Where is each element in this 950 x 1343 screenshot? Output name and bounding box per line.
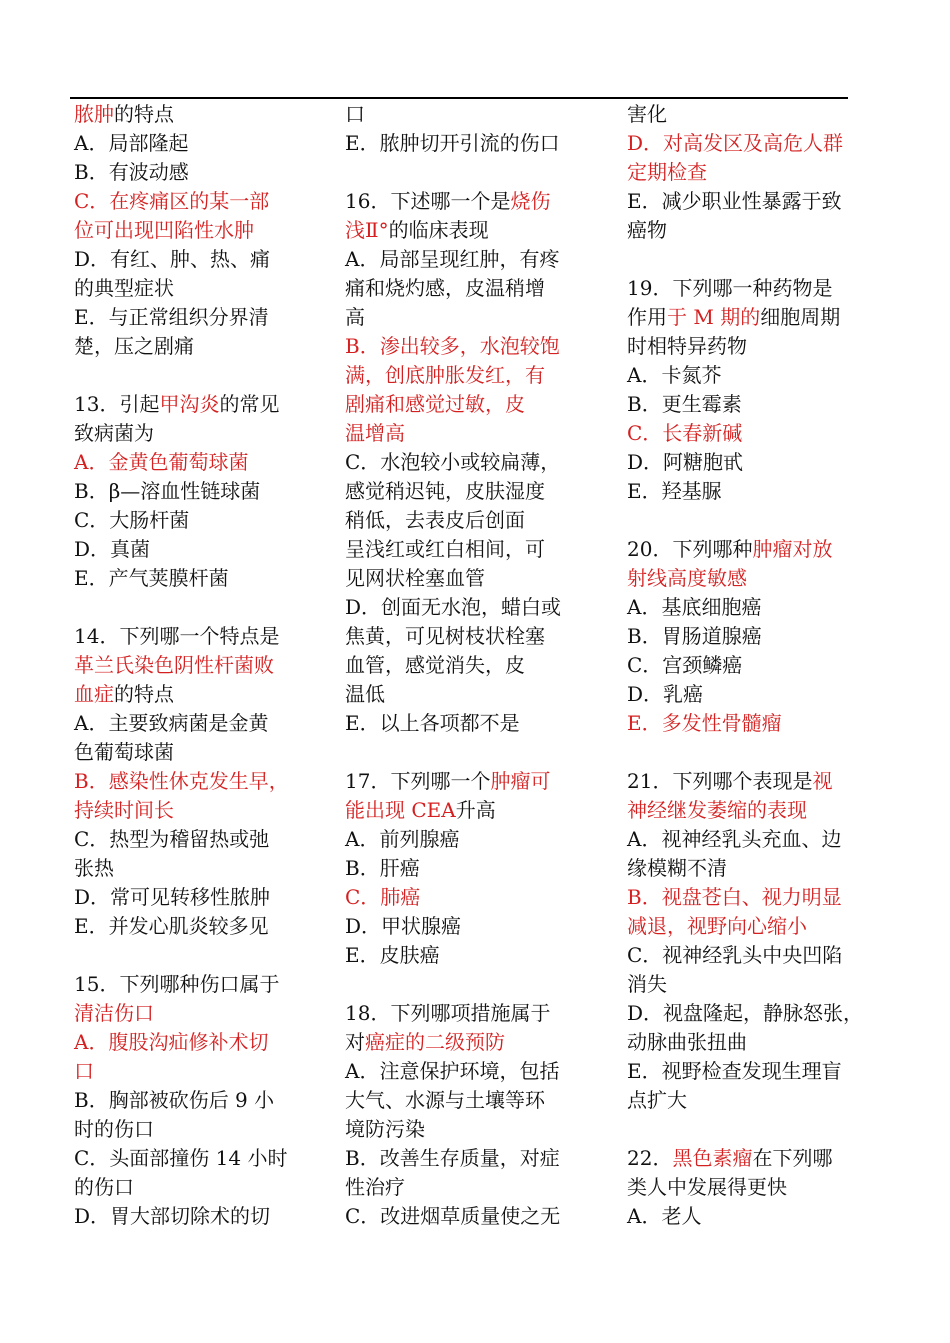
text-segment: E．视野检查发现生理盲 (627, 1059, 842, 1083)
text-segment: 的特点 (114, 682, 174, 706)
answer-highlight: 肿瘤对放 (752, 537, 833, 561)
text-segment: 楚，压之剧痛 (74, 334, 194, 358)
text-segment: D．胃大部切除术的切 (74, 1204, 271, 1228)
text-line (345, 448, 590, 477)
text-line (627, 796, 872, 825)
text-line (627, 390, 872, 419)
answer-highlight: 温增高 (345, 421, 405, 445)
text-line (627, 622, 872, 651)
answer-highlight: B．感染性休克发生早， (74, 769, 289, 793)
text-segment: 缘模糊不清 (627, 856, 727, 880)
answer-highlight: 射线高度敏感 (627, 566, 747, 590)
text-segment: C．头面部撞伤 14 小时 (74, 1146, 288, 1170)
text-segment: 血管，感觉消失，皮 (345, 653, 525, 677)
answer-highlight: B．视盘苍白、视力明显 (627, 885, 842, 909)
text-line (627, 1202, 872, 1231)
text-line (74, 883, 304, 912)
text-segment: A．前列腺癌 (345, 827, 460, 851)
text-line (345, 1115, 590, 1144)
text-segment: 在下列哪 (752, 1146, 833, 1170)
text-segment: 类人中发展得更快 (627, 1175, 787, 1199)
text-segment: 点扩大 (627, 1088, 687, 1112)
text-line (627, 1144, 872, 1173)
blank-line (627, 1115, 872, 1144)
text-line (74, 622, 304, 651)
text-segment: B．更生霉素 (627, 392, 742, 416)
text-line (627, 999, 872, 1028)
text-line (627, 477, 872, 506)
text-line (345, 1173, 590, 1202)
text-line (627, 970, 872, 999)
text-segment: 动脉曲张扭曲 (627, 1030, 747, 1054)
text-line (74, 854, 304, 883)
text-line (74, 303, 304, 332)
answer-highlight: 革兰氏染色阴性杆菌败 (74, 653, 274, 677)
answer-highlight: 浅Ⅱ° (345, 218, 389, 242)
text-line (627, 1086, 872, 1115)
text-line (345, 1202, 590, 1231)
text-segment: C．视神经乳头中央凹陷 (627, 943, 843, 967)
text-segment: 细胞周期 (760, 305, 841, 329)
text-line (345, 680, 590, 709)
text-segment: 焦黄，可见树枝状栓塞 (345, 624, 545, 648)
text-segment: A．注意保护环境，包括 (345, 1059, 560, 1083)
text-line (627, 709, 872, 738)
answer-highlight: 减退，视野向心缩小 (627, 914, 807, 938)
text-line (345, 187, 590, 216)
text-segment: 19．下列哪一种药物是 (627, 276, 833, 300)
text-line (345, 796, 590, 825)
text-line (345, 912, 590, 941)
blank-line (345, 970, 590, 999)
text-line (74, 912, 304, 941)
text-segment: 大气、水源与土壤等环 (345, 1088, 545, 1112)
text-line (345, 1144, 590, 1173)
text-segment: 呈浅红或红白相间，可 (345, 537, 545, 561)
text-line (627, 129, 872, 158)
answer-highlight: 烧伤 (510, 189, 551, 213)
text-line (627, 419, 872, 448)
text-segment: 的典型症状 (74, 276, 174, 300)
text-segment: B．β—溶血性链球菌 (74, 479, 261, 503)
text-line (345, 535, 590, 564)
answer-highlight: 视 (812, 769, 833, 793)
text-segment: B．有波动感 (74, 160, 189, 184)
text-segment: E．与正常组织分界清 (74, 305, 269, 329)
blank-line (74, 941, 304, 970)
text-segment: E．减少职业性暴露于致 (627, 189, 842, 213)
text-segment: E．以上各项都不是 (345, 711, 520, 735)
text-segment: 15．下列哪种伤口属于 (74, 972, 280, 996)
answer-highlight: 能出现 CEA (345, 798, 456, 822)
text-line (74, 390, 304, 419)
text-line (627, 941, 872, 970)
text-segment: 消失 (627, 972, 667, 996)
text-line (345, 100, 590, 129)
blank-line (74, 593, 304, 622)
text-segment: 致病菌为 (74, 421, 154, 445)
text-line (627, 274, 872, 303)
text-line (74, 477, 304, 506)
text-line (74, 245, 304, 274)
blank-line (627, 738, 872, 767)
text-line (627, 883, 872, 912)
text-line (345, 419, 590, 448)
answer-highlight: C．在疼痛区的某一部 (74, 189, 270, 213)
text-segment: E．产气荚膜杆菌 (74, 566, 229, 590)
text-segment: 21．下列哪个表现是 (627, 769, 813, 793)
text-segment: 22． (627, 1146, 673, 1170)
text-segment: 13．引起 (74, 392, 160, 416)
text-line (74, 564, 304, 593)
text-segment: A．老人 (627, 1204, 702, 1228)
answer-highlight: 口 (74, 1059, 94, 1083)
text-line (345, 1086, 590, 1115)
text-segment: 感觉稍迟钝，皮肤湿度 (345, 479, 545, 503)
column-3 (627, 100, 872, 1231)
text-segment: A．视神经乳头充血、边 (627, 827, 842, 851)
text-line (74, 216, 304, 245)
text-segment: 的特点 (114, 102, 174, 126)
text-line (74, 796, 304, 825)
text-line (627, 158, 872, 187)
text-segment: 害化 (627, 102, 667, 126)
answer-highlight: 持续时间长 (74, 798, 174, 822)
text-segment: C．宫颈鳞癌 (627, 653, 743, 677)
text-line (74, 709, 304, 738)
text-segment: 稍低，去表皮后创面 (345, 508, 525, 532)
text-line (74, 129, 304, 158)
text-line (345, 593, 590, 622)
text-segment: 张热 (74, 856, 114, 880)
text-segment: 见网状栓塞血管 (345, 566, 485, 590)
answer-highlight: 位可出现凹陷性水肿 (74, 218, 254, 242)
text-segment: 高 (345, 305, 365, 329)
text-segment: A．卡氮芥 (627, 363, 722, 387)
text-segment: A．主要致病菌是金黄 (74, 711, 269, 735)
text-line (345, 854, 590, 883)
text-segment: C．水泡较小或较扁薄， (345, 450, 561, 474)
text-line (74, 1086, 304, 1115)
text-segment: 18．下列哪项措施属于 (345, 1001, 551, 1025)
text-line (74, 100, 304, 129)
answer-highlight: B．渗出较多，水泡较饱 (345, 334, 560, 358)
answer-highlight: 肿瘤可 (490, 769, 551, 793)
text-line (345, 825, 590, 854)
text-line (627, 535, 872, 564)
answer-highlight: 血症 (74, 682, 114, 706)
text-segment: 时的伤口 (74, 1117, 154, 1141)
text-segment: 境防污染 (345, 1117, 425, 1141)
text-line (627, 593, 872, 622)
text-line (345, 274, 590, 303)
text-line (74, 680, 304, 709)
text-segment: D．有红、肿、热、痛 (74, 247, 271, 271)
answer-highlight: 黑色素瘤 (672, 1146, 753, 1170)
text-line (74, 1173, 304, 1202)
answer-highlight: 满，创底肿胀发红，有 (345, 363, 545, 387)
text-segment: 色葡萄球菌 (74, 740, 174, 764)
text-line (627, 767, 872, 796)
text-line (627, 825, 872, 854)
text-line (345, 941, 590, 970)
text-segment: D．常可见转移性脓肿 (74, 885, 271, 909)
text-segment: 痛和烧灼感，皮温稍增 (345, 276, 545, 300)
text-segment: 17．下列哪一个 (345, 769, 491, 793)
text-segment: 20．下列哪种 (627, 537, 753, 561)
text-line (345, 332, 590, 361)
text-line (627, 1057, 872, 1086)
text-line (345, 477, 590, 506)
text-line (345, 390, 590, 419)
answer-highlight: 于 M 期的 (667, 305, 761, 329)
text-segment: 对 (345, 1030, 365, 1054)
text-line (74, 1144, 304, 1173)
text-segment: 性治疗 (345, 1175, 405, 1199)
text-segment: B．胸部被砍伤后 9 小 (74, 1088, 275, 1112)
text-line (74, 970, 304, 999)
header-rule (70, 97, 848, 99)
text-line (627, 564, 872, 593)
text-line (627, 651, 872, 680)
text-segment: 的常见 (219, 392, 280, 416)
text-segment: E．脓肿切开引流的伤口 (345, 131, 560, 155)
text-line (74, 419, 304, 448)
answer-highlight: D．对高发区及高危人群 (627, 131, 844, 155)
text-line (74, 535, 304, 564)
text-segment: C．大肠杆菌 (74, 508, 190, 532)
text-segment: 温低 (345, 682, 385, 706)
text-line (74, 651, 304, 680)
text-line (627, 187, 872, 216)
text-segment: A．局部呈现红肿，有疼 (345, 247, 560, 271)
text-segment: A．局部隆起 (74, 131, 189, 155)
answer-highlight: 神经继发萎缩的表现 (627, 798, 807, 822)
text-line (345, 1028, 590, 1057)
answer-highlight: A．腹股沟疝修补术切 (74, 1030, 269, 1054)
blank-line (627, 245, 872, 274)
text-line (627, 361, 872, 390)
text-line (74, 1057, 304, 1086)
text-line (345, 506, 590, 535)
text-segment: D．阿糖胞甙 (627, 450, 744, 474)
text-line (74, 1202, 304, 1231)
answer-highlight: 定期检查 (627, 160, 707, 184)
text-segment: 的伤口 (74, 1175, 134, 1199)
text-segment: D．乳癌 (627, 682, 704, 706)
text-segment: A．基底细胞癌 (627, 595, 762, 619)
text-line (345, 709, 590, 738)
blank-line (345, 738, 590, 767)
text-line (74, 1115, 304, 1144)
text-segment: 16．下述哪一个是 (345, 189, 511, 213)
text-line (345, 767, 590, 796)
blank-line (627, 506, 872, 535)
answer-highlight: C．肺癌 (345, 885, 421, 909)
column-1 (74, 100, 304, 1231)
text-line (627, 100, 872, 129)
text-line (345, 999, 590, 1028)
text-segment: 的临床表现 (388, 218, 489, 242)
blank-line (74, 361, 304, 390)
text-segment: E．皮肤癌 (345, 943, 440, 967)
text-segment: C．热型为稽留热或弛 (74, 827, 270, 851)
text-line (345, 883, 590, 912)
text-line (74, 999, 304, 1028)
text-line (345, 361, 590, 390)
text-segment: 14．下列哪一个特点是 (74, 624, 280, 648)
text-segment: 癌物 (627, 218, 667, 242)
text-line (627, 216, 872, 245)
text-line (627, 303, 872, 332)
text-segment: B．胃肠道腺癌 (627, 624, 762, 648)
text-segment: D．甲状腺癌 (345, 914, 462, 938)
text-line (74, 274, 304, 303)
blank-line (345, 158, 590, 187)
answer-highlight: 癌症的二级预防 (365, 1030, 505, 1054)
text-line (345, 622, 590, 651)
text-segment: C．改进烟草质量使之无 (345, 1204, 561, 1228)
text-line (345, 651, 590, 680)
text-line (627, 912, 872, 941)
text-line (74, 825, 304, 854)
text-line (74, 448, 304, 477)
answer-highlight: 清洁伤口 (74, 1001, 154, 1025)
text-segment: E．并发心肌炎较多见 (74, 914, 269, 938)
text-segment: D．视盘隆起，静脉怒张， (627, 1001, 864, 1025)
text-line (74, 506, 304, 535)
text-segment: B．改善生存质量，对症 (345, 1146, 560, 1170)
answer-highlight: C．长春新碱 (627, 421, 743, 445)
text-line (627, 854, 872, 883)
text-line (74, 767, 304, 796)
text-segment: 升高 (455, 798, 496, 822)
answer-highlight: 剧痛和感觉过敏，皮 (345, 392, 525, 416)
text-line (74, 332, 304, 361)
text-segment: B．肝癌 (345, 856, 420, 880)
text-segment: 时相特异药物 (627, 334, 747, 358)
text-line (345, 564, 590, 593)
text-line (345, 1057, 590, 1086)
answer-highlight: E．多发性骨髓瘤 (627, 711, 782, 735)
text-line (627, 1028, 872, 1057)
text-line (345, 245, 590, 274)
text-line (345, 129, 590, 158)
text-line (627, 332, 872, 361)
answer-highlight: A．金黄色葡萄球菌 (74, 450, 249, 474)
column-2 (345, 100, 590, 1231)
text-segment: 作用 (627, 305, 667, 329)
text-line (627, 448, 872, 477)
text-segment: 口 (345, 102, 365, 126)
text-line (345, 303, 590, 332)
answer-highlight: 甲沟炎 (159, 392, 220, 416)
text-segment: D．真菌 (74, 537, 151, 561)
text-segment: E．羟基脲 (627, 479, 722, 503)
text-line (74, 187, 304, 216)
text-line (74, 738, 304, 767)
answer-highlight: 脓肿 (74, 102, 114, 126)
text-line (74, 158, 304, 187)
text-line (74, 1028, 304, 1057)
text-line (627, 1173, 872, 1202)
text-segment: D．创面无水泡，蜡白或 (345, 595, 562, 619)
text-line (345, 216, 590, 245)
text-line (627, 680, 872, 709)
